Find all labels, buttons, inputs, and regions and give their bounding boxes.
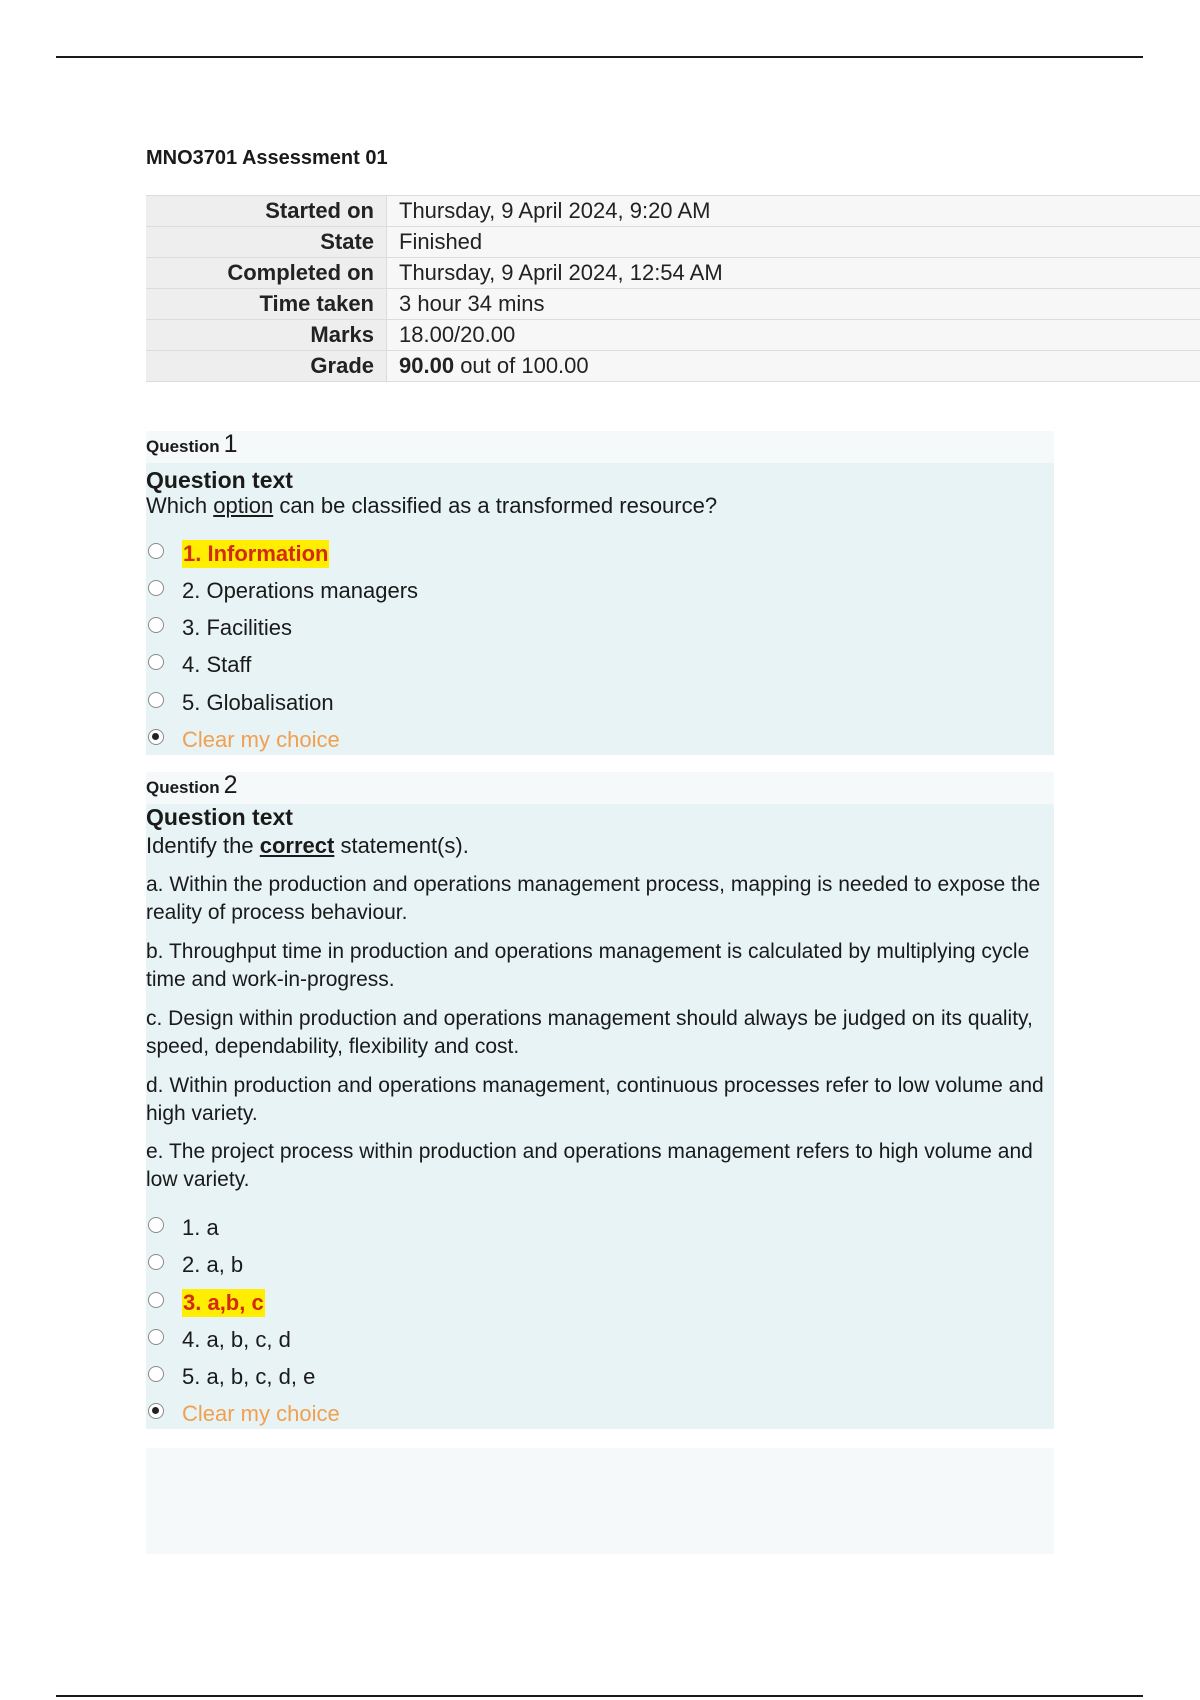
- summary-key: Marks: [146, 320, 387, 351]
- question-1-body: [146, 463, 1054, 755]
- statement-e: e. The project process within production and operations management refers to high volume and low variety.: [146, 1140, 1033, 1191]
- radio-button[interactable]: [148, 617, 164, 633]
- answer-option[interactable]: [146, 1326, 746, 1356]
- radio-button[interactable]: [148, 1254, 164, 1270]
- question-number: 2: [223, 771, 238, 799]
- answer-option-label: 2. a, b: [182, 1252, 244, 1277]
- clear-choice-option[interactable]: [146, 1400, 746, 1430]
- answer-option-label: 4. a, b, c, d: [182, 1327, 291, 1352]
- radio-button[interactable]: [148, 580, 164, 596]
- answer-option-label: 4. Staff: [182, 652, 252, 677]
- top-rule: [56, 56, 1143, 58]
- summary-key: State: [146, 227, 387, 258]
- answer-option[interactable]: [146, 1251, 746, 1281]
- question-label: Question 1: [146, 430, 238, 458]
- question-prompt: Identify the correct statement(s).: [146, 833, 469, 858]
- statement-c: c. Design within production and operations management should always be judged on its quality, speed, dependability, flexibility and cost.: [146, 1007, 1033, 1058]
- summary-key: Started on: [146, 196, 387, 227]
- answer-option[interactable]: [146, 1214, 746, 1244]
- page-title: MNO3701 Assessment 01: [146, 147, 388, 169]
- attempt-summary-table: [146, 195, 1200, 382]
- underlined-word: option: [213, 493, 274, 518]
- summary-value: 18.00/20.00: [387, 320, 1200, 351]
- clear-my-choice-link[interactable]: Clear my choice: [182, 1401, 340, 1426]
- radio-button[interactable]: [148, 1329, 164, 1345]
- answer-option-label: 3. Facilities: [182, 615, 293, 640]
- summary-key: Time taken: [146, 289, 387, 320]
- clear-my-choice-link[interactable]: Clear my choice: [182, 727, 340, 752]
- summary-row: [146, 227, 1200, 258]
- radio-button[interactable]: [148, 543, 164, 559]
- answer-option-label: 5. a, b, c, d, e: [182, 1364, 316, 1389]
- grade-score: 90.00: [399, 353, 455, 378]
- clear-choice-option[interactable]: [146, 726, 746, 756]
- question-2-header: [146, 772, 1054, 804]
- answer-option[interactable]: [146, 1289, 746, 1319]
- answer-option[interactable]: [146, 540, 746, 570]
- grade-out-of: out of 100.00: [460, 353, 589, 378]
- summary-row: [146, 289, 1200, 320]
- question-text-heading: Question text: [146, 804, 293, 830]
- answer-option-label-highlighted: 1. Information: [183, 541, 329, 566]
- summary-key: Grade: [146, 351, 387, 382]
- summary-value: Finished: [387, 227, 1200, 258]
- question-label: Question 2: [146, 771, 238, 799]
- statement-a: a. Within the production and operations management process, mapping is needed to expose the reality of process behaviour.: [146, 873, 1041, 924]
- question-2-body: [146, 804, 1054, 1429]
- answer-option-label-highlighted: 3. a,b, c: [183, 1290, 264, 1315]
- radio-button-selected[interactable]: [148, 1403, 164, 1419]
- question-number: 1: [223, 430, 238, 458]
- bottom-rule: [56, 1695, 1143, 1697]
- summary-value: Thursday, 9 April 2024, 12:54 AM: [387, 258, 1200, 289]
- next-question-placeholder: [146, 1448, 1054, 1554]
- answer-option[interactable]: [146, 577, 746, 607]
- radio-button[interactable]: [148, 1292, 164, 1308]
- question-prompt: Which option can be classified as a transformed resource?: [146, 493, 718, 518]
- summary-row-grade: [146, 351, 1200, 382]
- radio-button[interactable]: [148, 654, 164, 670]
- radio-button-selected[interactable]: [148, 729, 164, 745]
- answer-option[interactable]: [146, 689, 746, 719]
- statement-b: b. Throughput time in production and operations management is calculated by multiplying cycle time and work-in-progress.: [146, 940, 1030, 991]
- grade-value: [387, 351, 1200, 382]
- question-text-heading: Question text: [146, 467, 293, 493]
- radio-button[interactable]: [148, 692, 164, 708]
- summary-value: Thursday, 9 April 2024, 9:20 AM: [387, 196, 1200, 227]
- summary-key: Completed on: [146, 258, 387, 289]
- radio-button[interactable]: [148, 1217, 164, 1233]
- summary-row: [146, 196, 1200, 227]
- underlined-word: correct: [259, 833, 335, 858]
- answer-option[interactable]: [146, 614, 746, 644]
- statement-d: d. Within production and operations management, continuous processes refer to low volume and high variety.: [146, 1074, 1044, 1125]
- summary-row: [146, 258, 1200, 289]
- answer-option[interactable]: [146, 1363, 746, 1393]
- answer-option-label: 1. a: [182, 1215, 219, 1240]
- answer-option-label: 2. Operations managers: [182, 578, 419, 603]
- question-1-header: [146, 431, 1054, 463]
- summary-value: 3 hour 34 mins: [387, 289, 1200, 320]
- answer-option[interactable]: [146, 651, 746, 681]
- answer-option-label: 5. Globalisation: [182, 690, 334, 715]
- radio-button[interactable]: [148, 1366, 164, 1382]
- summary-row: [146, 320, 1200, 351]
